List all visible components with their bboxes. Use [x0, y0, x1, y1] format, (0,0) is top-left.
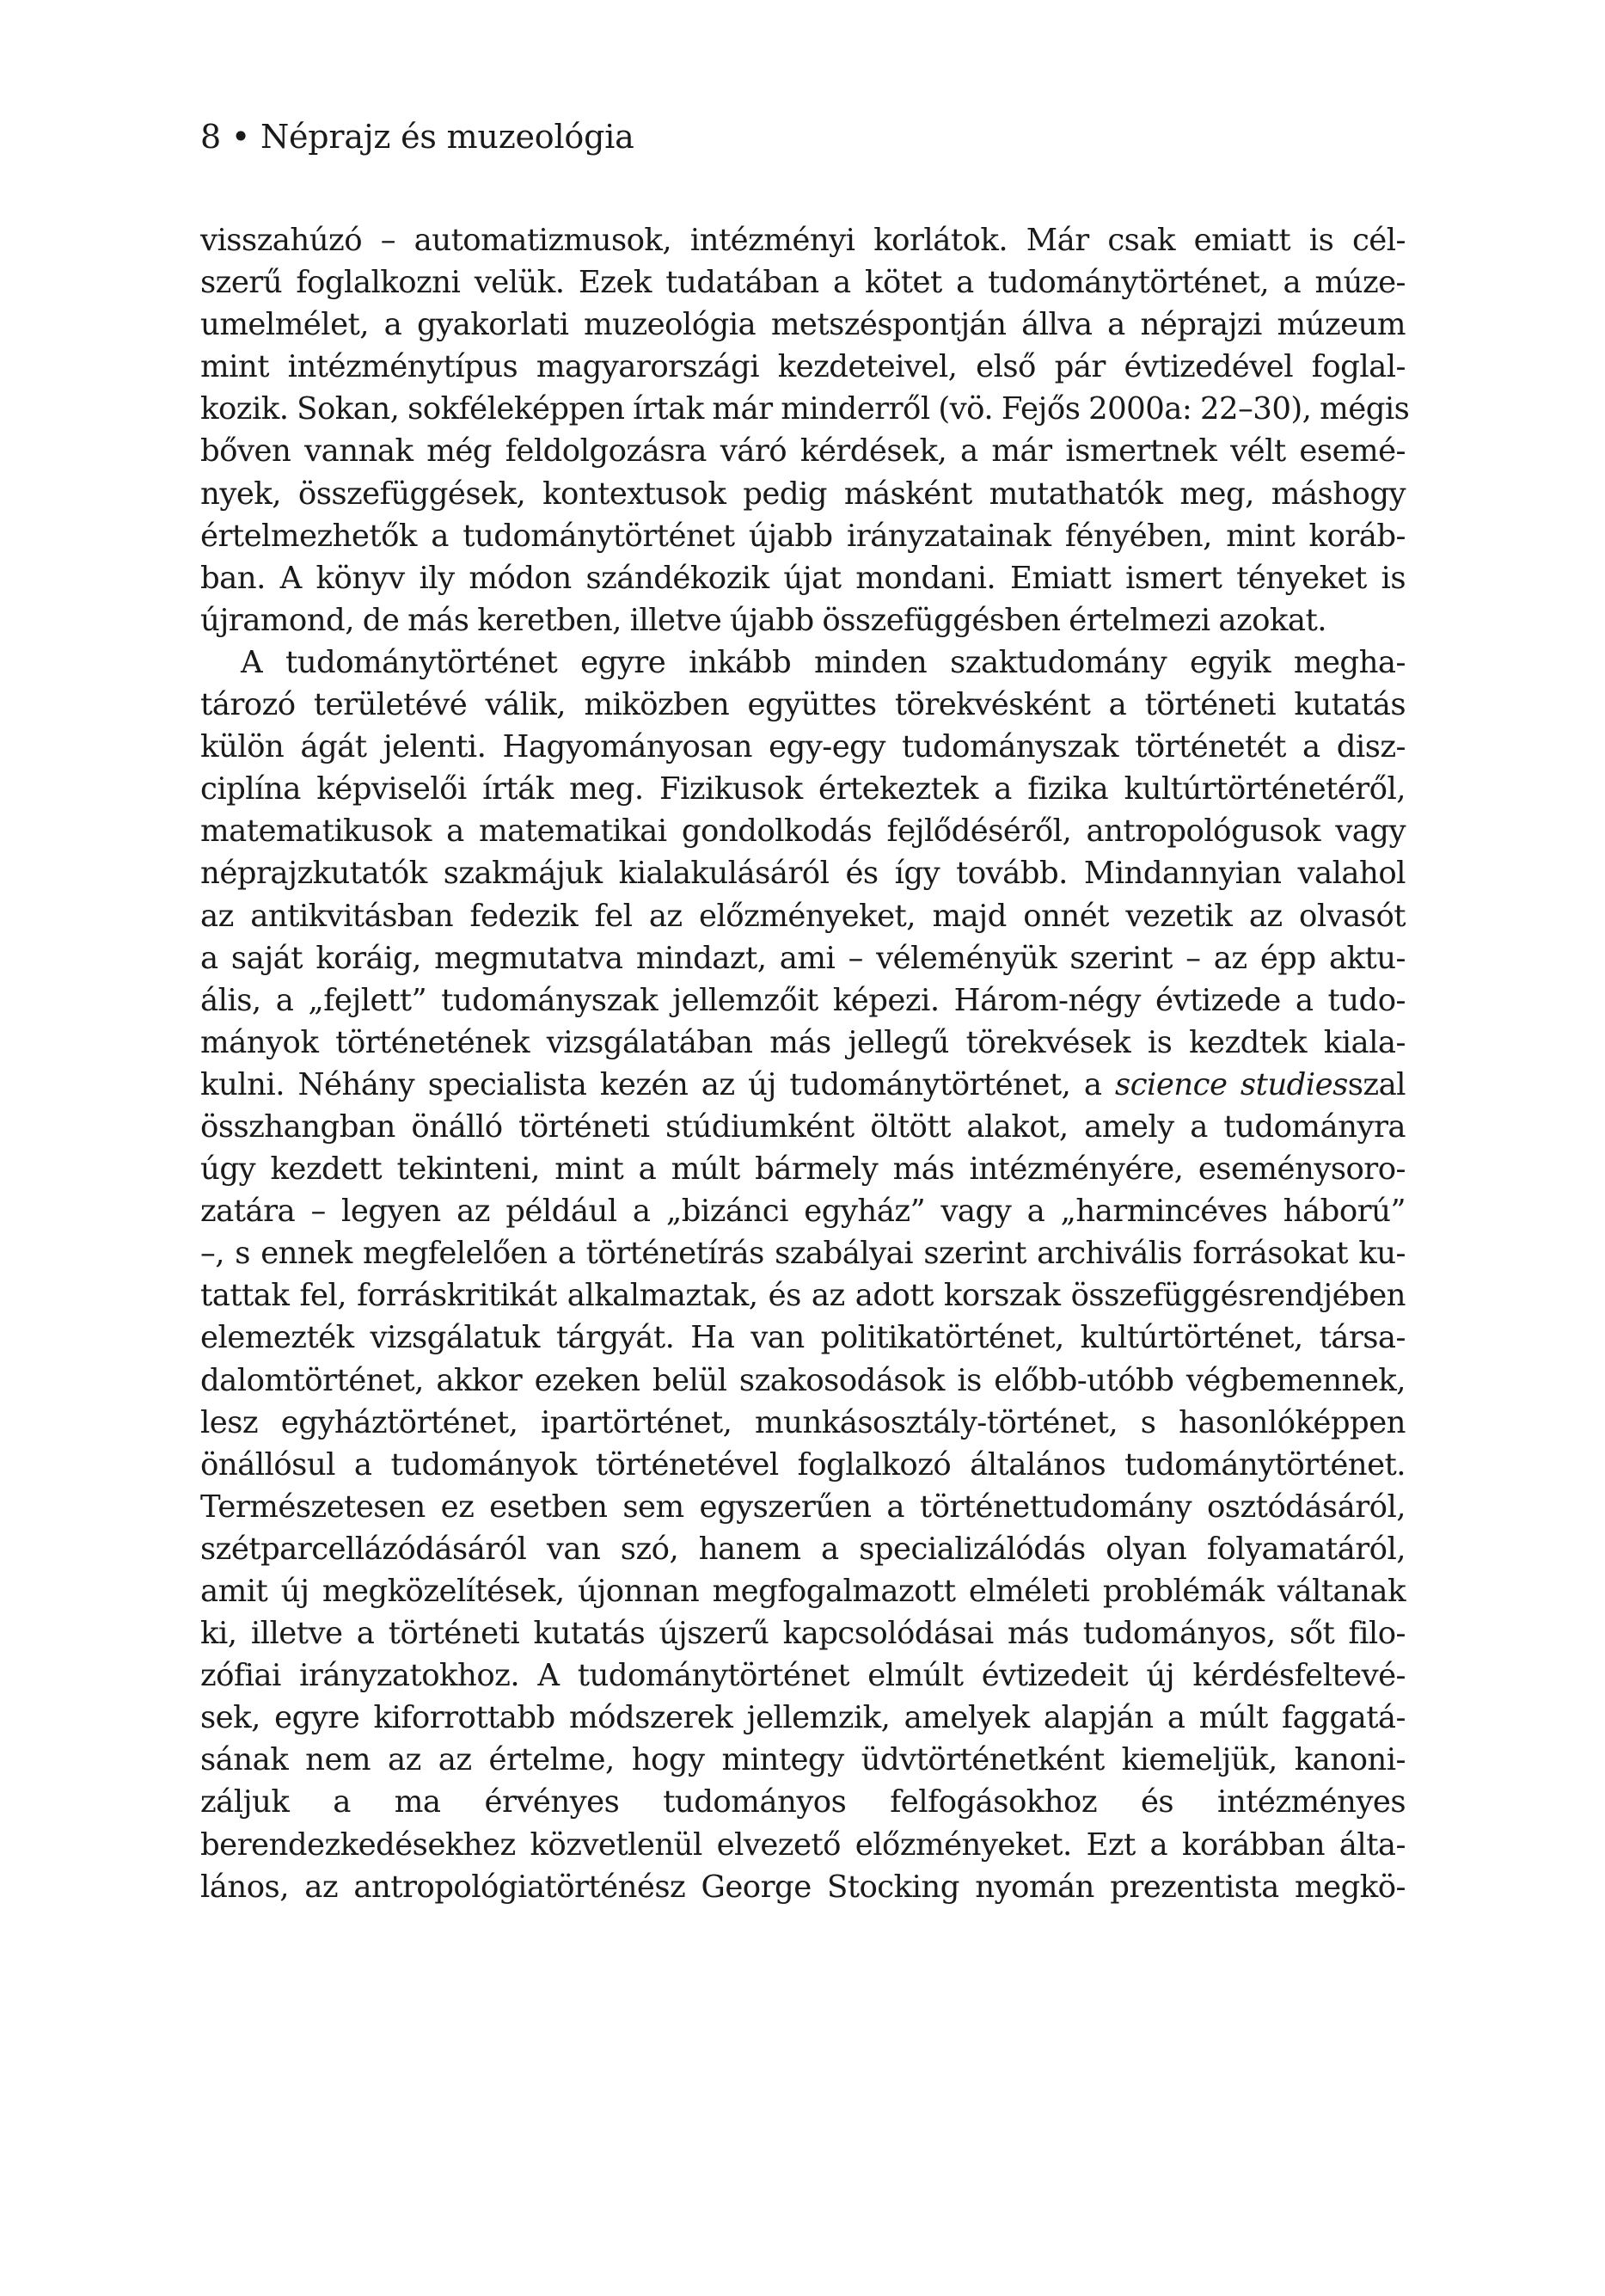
text-line: kozik. Sokan, sokféleképpen írtak már minderről (vö. Fejős 2000a: 22–30), mégis [200, 391, 1410, 427]
text-line: tározó területévé válik, miközben együttes törekvésként a történeti kutatás [200, 687, 1406, 723]
text-line: bőven vannak még feldolgozásra váró kérdések, a már ismertnek vélt esemé- [200, 433, 1406, 470]
text-line: elemezték vizsgálatuk tárgyát. Ha van politikatörténet, kultúrtörténet, társa- [200, 1320, 1406, 1356]
text-line: értelmezhetők a tudománytörténet újabb irányzatainak fényében, mint koráb- [200, 518, 1406, 554]
running-head: 8 • Néprajz és muzeológia [200, 118, 634, 156]
text-fragment: szal [1347, 1066, 1406, 1102]
text-line: mányok történetének vizsgálatában más jellegű törekvések is kezdtek kiala- [200, 1024, 1406, 1060]
text-line: úgy kezdett tekinteni, mint a múlt bármely más intézményére, eseménysoro- [200, 1151, 1406, 1188]
text-line: újramond, de más keretben, illetve újabb összefüggésben értelmezi azokat. [200, 602, 1326, 638]
text-line: berendezkedésekhez közvetlenül elvezető előzményeket. Ezt a korábban álta- [200, 1826, 1406, 1863]
text-line: ban. A könyv ily módon szándékozik újat mondani. Emiatt ismert tényeket is [200, 560, 1406, 596]
text-line: nyek, összefüggések, kontextusok pedig másként mutathatók meg, máshogy [200, 476, 1406, 512]
text-line: szerű foglalkozni velük. Ezek tudatában a kötet a tudománytörténet, a múze- [200, 265, 1406, 301]
text-line: az antikvitásban fedezik fel az előzményeket, majd onnét vezetik az olvasót [200, 898, 1406, 934]
text-line: matematikusok a matematikai gondolkodás fejlődéséről, antropológusok vagy [200, 813, 1406, 850]
italic-term: science studies [1115, 1066, 1348, 1102]
text-line: ciplína képviselői írták meg. Fizikusok értekeztek a fizika kultúrtörténetéről, [200, 771, 1406, 807]
text-line: záljuk a ma érvényes tudományos felfogásokhoz és intézményes [200, 1784, 1406, 1820]
text-line: lános, az antropológiatörténész George Stocking nyomán prezentista megkö- [200, 1869, 1406, 1905]
text-line: visszahúzó – automatizmusok, intézményi korlátok. Már csak emiatt is cél- [200, 223, 1406, 258]
text-line: Természetesen ez esetben sem egyszerűen a történettudomány osztódásáról, [200, 1489, 1406, 1525]
text-line: dalomtörténet, akkor ezeken belül szakosodások is előbb-utóbb végbemennek, [200, 1362, 1406, 1398]
text-line: szétparcellázódásáról van szó, hanem a specializálódás olyan folyamatáról, [200, 1531, 1406, 1567]
text-line: sek, egyre kiforrottabb módszerek jellemzik, amelyek alapján a múlt faggatá- [200, 1700, 1406, 1736]
text-line: a saját koráig, megmutatva mindazt, ami – véleményük szerint – az épp aktu- [200, 940, 1406, 976]
text-line: néprajzkutatók szakmájuk kialakulásáról és így tovább. Mindannyian valahol [200, 856, 1406, 892]
text-line: lesz egyháztörténet, ipartörténet, munkásosztály-történet, s hasonlóképpen [200, 1404, 1406, 1440]
text-line: mint intézménytípus magyarországi kezdeteivel, első pár évtizedével foglal- [200, 349, 1406, 385]
paragraph-start-line: A tudománytörténet egyre inkább minden szaktudomány egyik megha- [241, 644, 1406, 680]
text-line: umelmélet, a gyakorlati muzeológia metszéspontján állva a néprajzi múzeum [200, 307, 1406, 343]
text-line: zófiai irányzatokhoz. A tudománytörténet elmúlt évtizedeit új kérdésfeltevé- [200, 1658, 1406, 1694]
text-fragment: kulni. Néhány specialista kezén az új tudománytörténet, a [200, 1066, 1116, 1102]
text-line: önállósul a tudományok történetével foglalkozó általános tudománytörténet. [200, 1446, 1406, 1483]
text-line: –, s ennek megfelelően a történetírás szabályai szerint archivális forrásokat ku- [200, 1236, 1406, 1272]
text-line-with-italic [200, 1064, 1406, 1106]
text-line: amit új megközelítések, újonnan megfogalmazott elméleti problémák váltanak [200, 1574, 1406, 1609]
text-line: ális, a „fejlett” tudományszak jellemzőit képezi. Három-négy évtizede a tudo- [200, 982, 1406, 1018]
text-line: összhangban önálló történeti stúdiumként öltött alakot, amely a tudományra [200, 1108, 1406, 1145]
text-line: ki, illetve a történeti kutatás újszerű kapcsolódásai más tudományos, sőt filo- [200, 1616, 1406, 1652]
text-line: tattak fel, forráskritikát alkalmaztak, és az adott korszak összefüggésrendjében [200, 1278, 1406, 1314]
text-line: sának nem az az értelme, hogy mintegy üdvtörténetként kiemeljük, kanoni- [200, 1742, 1406, 1778]
text-line: zatára – legyen az például a „bizánci egyház” vagy a „harmincéves háború” [200, 1194, 1406, 1230]
text-line: külön ágát jelenti. Hagyományosan egy-egy tudományszak történetét a disz- [200, 729, 1406, 765]
body-text [200, 219, 1410, 1908]
